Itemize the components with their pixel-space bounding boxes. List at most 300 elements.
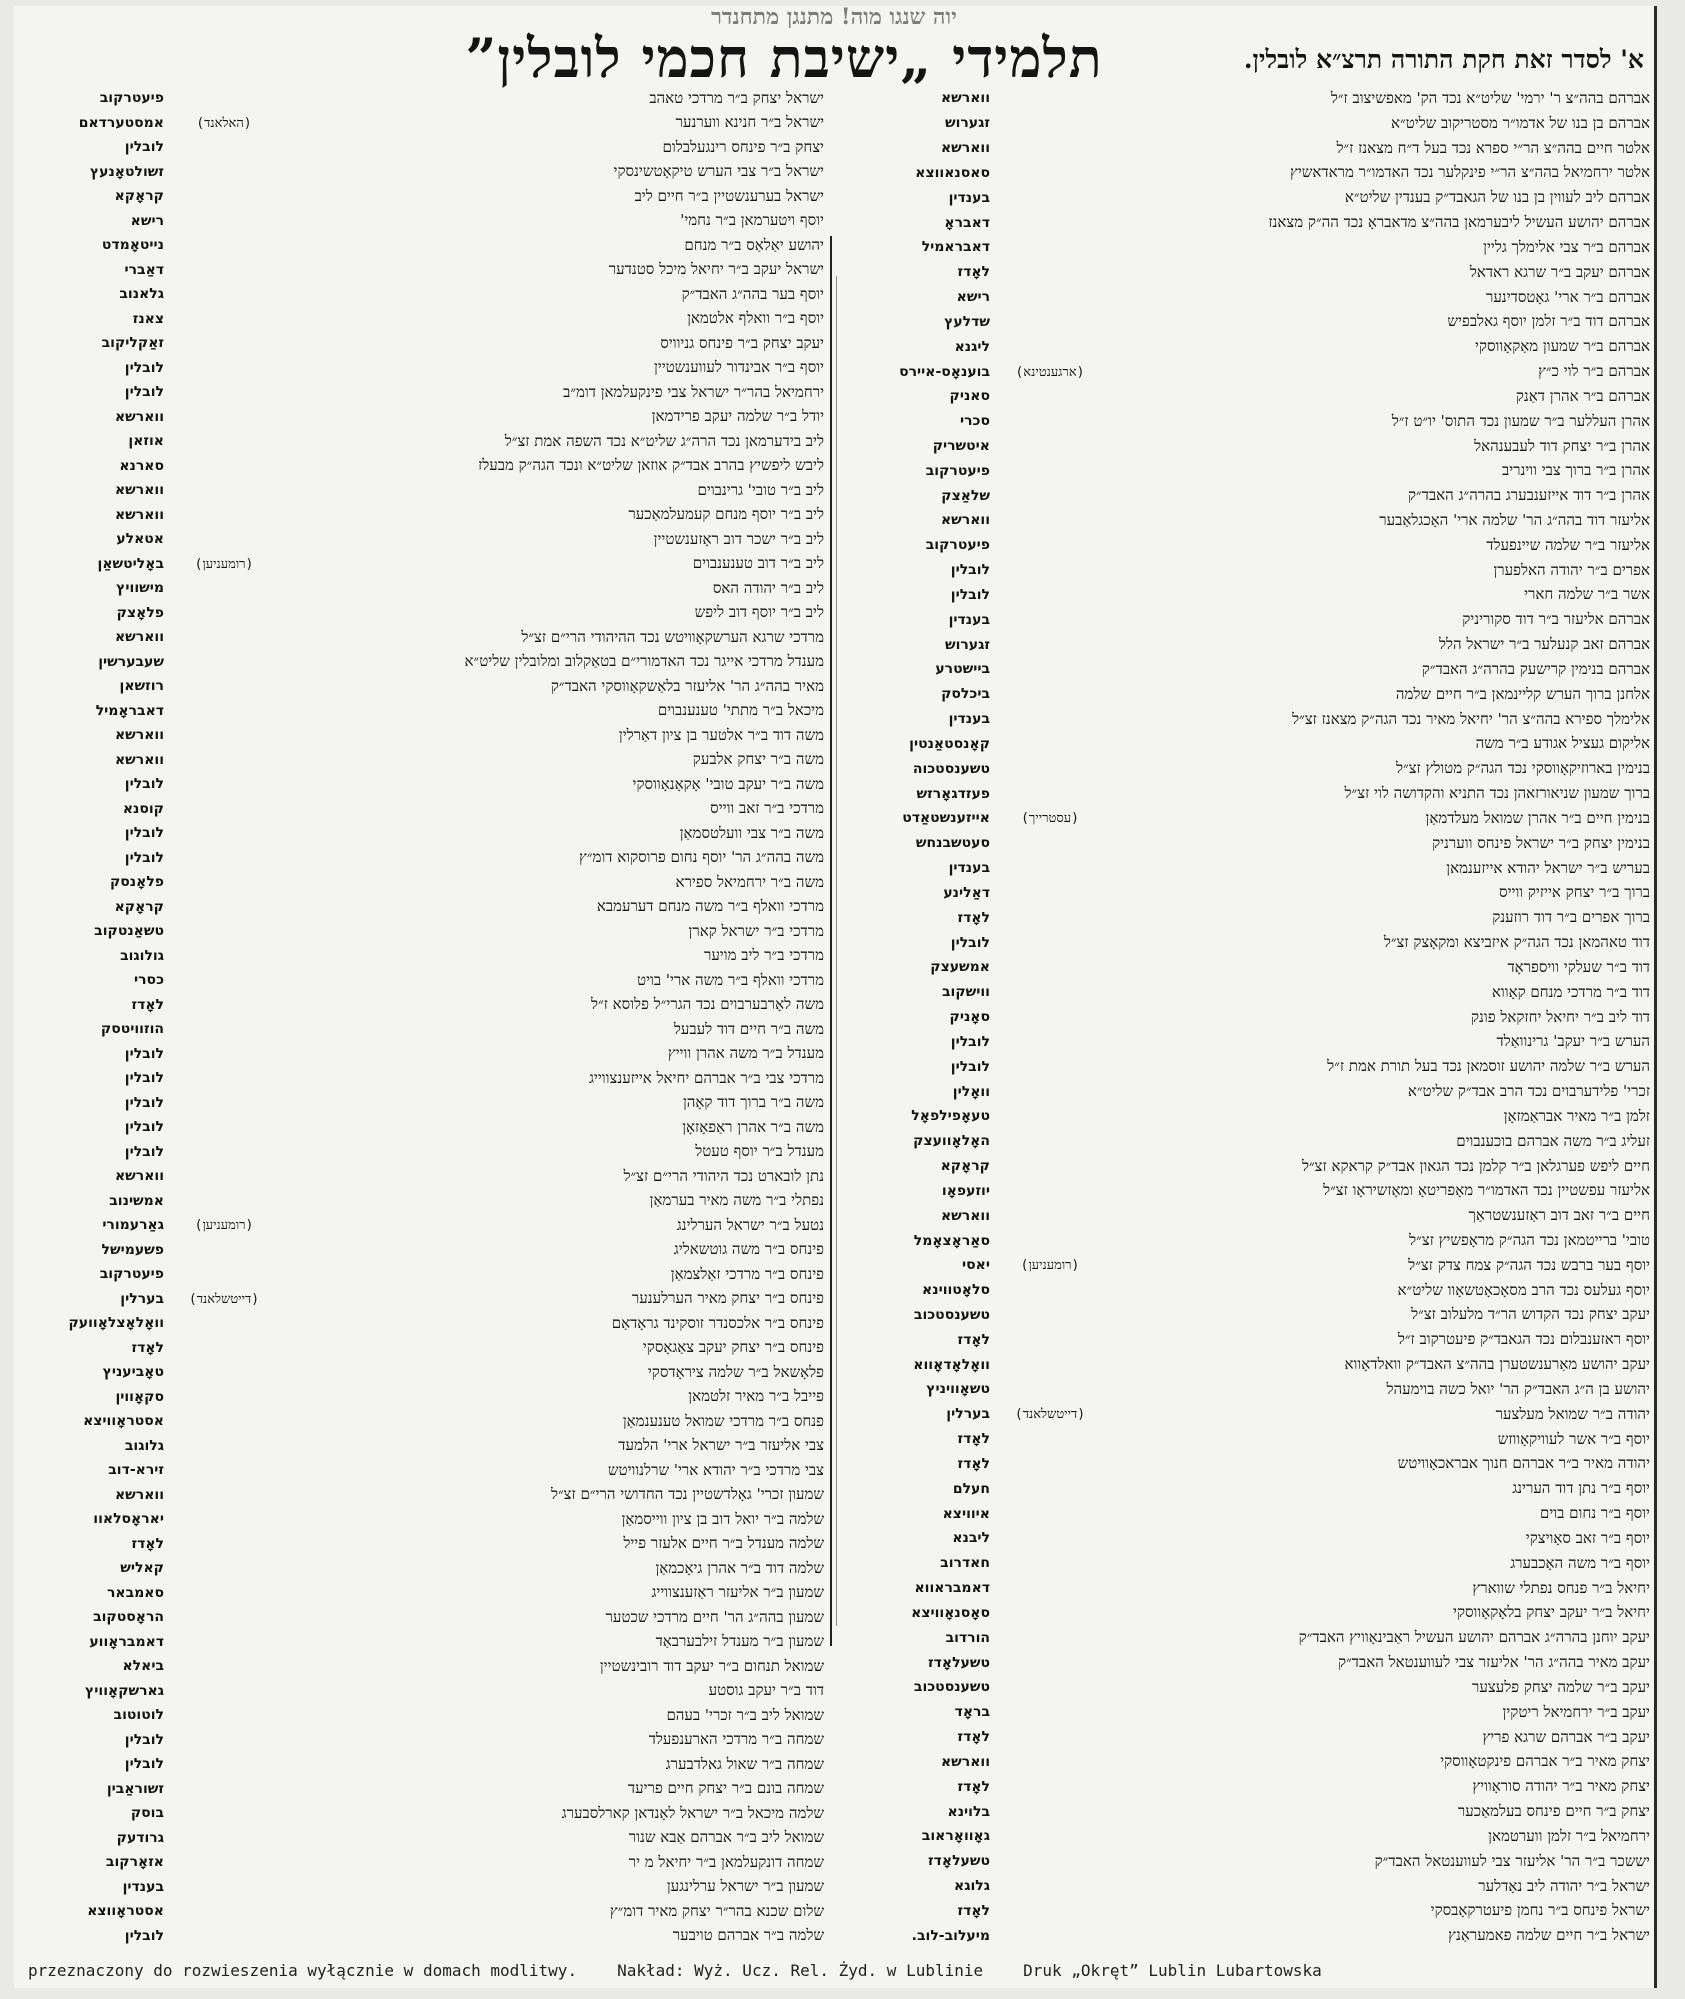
student-town: טשענסטכוב [913,1306,990,1323]
student-row [844,111,1650,136]
student-row [20,895,824,920]
student-town: פלאָנסק [109,874,164,891]
student-name: ישראל ב״ר יהודה ליב נאָדלער [1478,1876,1650,1895]
student-name: דוד ליב ב״ר יחיאל יחזקאל פונק [1471,1007,1650,1026]
student-name: זלמן ב״ר מאיר אבראַמזאָן [1503,1106,1650,1125]
student-row [20,1091,824,1116]
student-name: מרדכי שרגא הערשקאָוויטש נכד ההיהודי הרי״ם זצ״ל [521,627,824,646]
student-row [844,533,1650,558]
student-row [844,359,1650,384]
student-town: חאדרוב [940,1555,990,1572]
student-town: פיעטרקוב [99,1266,164,1283]
student-town: גארשקאָוויץ [85,1682,164,1699]
student-town: ווארשא [940,1753,990,1770]
student-name: ליב בידערמאן נכד הרה״ג שליט״א נכד השפה אמת זצ״ל [504,431,824,450]
student-name: ליב ב״ר דוב טענענבוים [692,554,824,573]
student-row [844,930,1650,955]
student-town: לובלין [124,1143,164,1160]
student-country: (רומעניען) [194,556,254,572]
student-town: שדלעץ [944,313,990,330]
student-row [20,1483,824,1508]
student-town: ווארשא [114,1168,164,1185]
student-name: יעקב יצחק נכד הקדוש הר״ד מלעלוב זצ״ל [1411,1305,1650,1324]
student-row [20,135,824,160]
student-name: הערש ב״ר שלמה יהושע זוסמאן נכד בעל תורת אמת ז״ל [1327,1057,1650,1076]
student-row [844,1228,1650,1253]
student-row [844,1054,1650,1079]
student-row [844,185,1650,210]
student-town: קאָנסטאַנטין [909,735,990,752]
student-name: זעליג ב״ר משה אברהם בוכענבוים [1456,1131,1650,1150]
student-name: מרדכי ב״ר ישראל קארן [688,921,824,940]
student-row [844,86,1650,111]
student-name: אברהם ב״ר אהרן דאַנק [1515,386,1650,405]
student-name: יעקב ב״ר אברהם שרגא פריץ [1482,1727,1650,1746]
student-row [844,1427,1650,1452]
student-town: טשעלאָדז [928,1654,990,1671]
student-row [20,1385,824,1410]
student-row [20,356,824,381]
student-name: שמחה בונם ב״ר יצחק חיים פריעד [627,1779,824,1798]
student-name: יוסף בער ברבש נכד הגה״ק צמח צדק זצ״ל [1408,1255,1650,1274]
student-town: סקאָווין [115,1388,164,1405]
student-town: לובלין [124,1094,164,1111]
student-town: קראָקא [940,1158,990,1175]
student-name: אליקום געציל אגודע ב״ר משה [1475,734,1650,753]
student-town: איוויצא [942,1505,990,1522]
student-town: פשעמישל [101,1241,164,1258]
student-town: וואָלאָצלאָוועק [68,1315,164,1332]
student-name: ליב ב״ר טובי' גרינבוים [697,480,824,499]
student-row [844,756,1650,781]
student-row [844,384,1650,409]
student-name: דוד טאהמאן נכד הגה״ק איזביצא ומקאָצק זצ״ל [1383,933,1650,952]
student-name: בעריש ב״ר ישראל יהודא אייזענמאן [1446,858,1650,877]
student-name: יצחק מאיר ב״ר יהודה סוראָוויץ [1472,1777,1650,1796]
student-town: סאמבאר [107,1584,164,1601]
student-town: זשולטאָנעץ [89,163,164,180]
student-town: סכרי [960,413,990,430]
student-name: יוסף ב״ר זאב סאָויצקי [1525,1528,1650,1547]
student-row [20,307,824,332]
student-town: אמשעצק [930,959,990,976]
student-town: חעלם [952,1480,990,1497]
student-town: הוזוויטסק [100,1021,164,1038]
student-row [844,905,1650,930]
student-row [20,797,824,822]
student-name: אלטר חיים בהה״צ הר״י ספרא נכד בעל ד״ח מצאנז ז״ל [1336,138,1650,157]
student-town: ווארשא [114,506,164,523]
student-town: לובלין [124,1045,164,1062]
student-row [20,1728,824,1753]
student-town: וואָלאָדאָווא [913,1356,990,1373]
student-row [844,210,1650,235]
student-row [20,86,824,111]
student-row [844,1029,1650,1054]
student-row [844,1005,1650,1030]
student-town: באָליטשאַן [97,555,164,572]
student-row [20,601,824,626]
student-country: (האלאנד) [196,115,252,131]
page-title: תלמידי „ישיבת חכמי לובלין” [465,26,1103,90]
student-name: ליבש ליפשיץ בהרב אבד״ק אוזאן שליט״א ונכד הגה״ק מבעלז [478,456,824,475]
student-town: לובלין [950,586,990,603]
student-row [20,1115,824,1140]
student-row [20,527,824,552]
student-name: ליב ב״ר ישכר דוב ראָזענשטיין [653,529,824,548]
student-name: משה ב״ר ברוך דוד קאָהן [682,1093,824,1112]
student-row [20,1213,824,1238]
student-name: שמעון בהה״ג הר' חיים מרדכי שכטער [605,1607,824,1626]
printed-sheet [14,6,1657,1988]
student-name: דוד ב״ר שעלקי וויספראָד [1507,957,1650,976]
student-name: שלמה מיכאל ב״ר ישראל לאָנדאן קארלסבערג [561,1803,824,1822]
student-name: שלמה דוד ב״ר אהרן גיאָכמאַן [655,1558,824,1577]
student-town: לובלין [124,1731,164,1748]
student-name: אברהם ב״ר שמעון מאַקאָווסקי [1475,337,1650,356]
student-row [844,1675,1650,1700]
student-name: ליב ב״ר יהודה האס [712,578,824,597]
student-name: ישראל פינחס ב״ר נחמן פיעטרקאָבסקי [1430,1901,1650,1920]
student-name: יוסף ב״ר נחום בוים [1540,1504,1650,1523]
student-row [844,1601,1650,1626]
student-row [20,405,824,430]
student-row [20,1017,824,1042]
student-name: משה דוד ב״ר אלטער בן ציון דאַרלין [618,725,824,744]
student-row [844,334,1650,359]
student-town: קאליש [120,1560,164,1577]
student-row [844,409,1650,434]
student-name: אברהם בן בנו של אדמו״ר מסטריקוב שליט״א [1390,113,1650,132]
student-name: יחיאל ב״ר פנחס נפתלי שווארץ [1472,1578,1650,1597]
student-town: בענדין [122,1878,164,1895]
student-name: משה ב״ר צבי וועלטסמאַן [679,823,824,842]
student-name: פנחס ב״ר מרדכי שמואל טענענמאַן [622,1411,824,1430]
student-row [20,846,824,871]
student-row [20,1409,824,1434]
student-name: ירחמיאל בהר״ר ישראל צבי פינקעלמאן דומ״ב [563,382,824,401]
student-town: לובלין [124,849,164,866]
student-row [844,136,1650,161]
student-town: פיעטרקוב [925,537,990,554]
student-name: ישראל בערענשטיין ב״ר חיים ליב [634,186,824,205]
student-town: רישא [956,289,990,306]
student-row [20,1899,824,1924]
student-row [20,478,824,503]
student-row [20,944,824,969]
student-town: מישוויץ [116,580,164,597]
student-town: דאבראָמיל [95,702,164,719]
footer-note: przeznaczony do rozwieszenia wyłącznie w domach modlitwy. [28,1960,578,1980]
student-name: יוסף ב״ר אבינדור לעווענשטיין [653,358,824,377]
student-row [20,650,824,675]
student-town: יאראָסלאוו [93,1511,164,1528]
student-town: קוסנא [122,800,164,817]
student-name: נטעל ב״ר ישראל הערלינג [676,1215,824,1234]
student-town: סארנא [119,457,164,474]
student-row [844,856,1650,881]
student-name: שמעון ב״ר מענדל זילבערבאַד [655,1632,824,1651]
student-name: אברהם ב״ר צבי אלימלך גליין [1483,237,1650,256]
student-town: לוטוטוב [113,1707,164,1724]
student-town: בענדין [948,860,990,877]
student-name: משה ב״ר ירחמיאל ספירא [675,872,824,891]
student-name: יעקב מאיר בהה״ג הר' אליעזר צבי לעווענטאל האבד״ק [1338,1653,1650,1672]
student-town: מיעלוב-לוב. [911,1927,990,1944]
student-name: הערש ב״ר יעקב' גרינוואַלד [1496,1032,1650,1051]
student-town: אמסטערדאם [78,114,164,131]
student-row [20,1458,824,1483]
student-name: יעקב יהושע מאַרענשטערן בהה״צ האבד״ק וואלדאָווא [1344,1355,1650,1374]
student-name: אברהם אליעזר ב״ר דוד סקוריניק [1462,610,1650,629]
student-town: פיעטרקוב [99,90,164,107]
student-town: לאָדז [957,1778,990,1795]
student-name: שמואל תנחום ב״ר יעקב דוד רובינשטיין [599,1656,824,1675]
student-name: מאיר בהה״ג הר' אליעזר בלאַשקאָווסקי האבד״ק [550,676,824,695]
student-town: לובלין [124,825,164,842]
student-town: זגערוש [944,636,990,653]
student-town: ווארשא [114,408,164,425]
student-town: סאַראָצאָמל [913,1232,990,1249]
student-name: ליב ב״ר יוסף מנחם קעמעלמאַכער [628,505,824,524]
student-row [20,1924,824,1949]
student-town: טשענסטכוב [913,1679,990,1696]
student-town: אמשינוב [109,1192,164,1209]
student-row [20,1336,824,1361]
student-name: שלמה ב״ר אברהם טויבער [672,1926,824,1945]
student-town: סאָניק [949,1009,990,1026]
student-town: קראָקא [114,188,164,205]
student-name: צבי מרדכי ב״ר יהודא ארי' שרלנוויטש [607,1460,824,1479]
student-row [20,258,824,283]
student-name: מענדל מרדכי אייגר נכד האדמורי״ם בטאַקלוב ומלובלין שליט״א [464,652,824,671]
student-row [20,233,824,258]
student-town: לאָדז [957,264,990,281]
student-name: ירחמיאל ב״ר זלמן ווערטמאן [1488,1826,1650,1845]
student-row [844,1352,1650,1377]
student-name: אברהם יהושע העשיל ליבערמאן בהה״צ מדאבראָ נכד הה״ק מצאנז [1268,213,1650,232]
student-town: אייזענשטאַדט [902,810,990,827]
student-name: יצחק ב״ר חיים פינחס בעלמאַכער [1457,1802,1650,1821]
student-name: יוסף ב״ר משה האָכבערג [1510,1553,1650,1572]
student-row [844,235,1650,260]
student-row [844,1079,1650,1104]
student-name: אהרן ב״ר ברוך צבי ווינריב [1501,461,1650,480]
student-name: שלמה מענדל ב״ר חיים אלעזר פייל [623,1534,824,1553]
student-row [20,380,824,405]
student-row [20,1679,824,1704]
student-name: פינחס ב״ר יצחק יעקב צאַגאָסקי [642,1338,824,1357]
student-town: גרודעק [116,1829,164,1846]
student-row [844,980,1650,1005]
student-town: טשעלאָדז [928,1853,990,1870]
student-row [20,503,824,528]
student-town: סאָסנאָוויצא [911,1604,990,1621]
student-name: אברהם בנימין קרישעק בהרה״ג האבד״ק [1421,659,1650,678]
student-town: ווישקוב [941,984,990,1001]
student-town: טשאַנטקוב [94,923,164,940]
student-row [844,831,1650,856]
student-row [844,285,1650,310]
student-row [20,1262,824,1287]
student-row [20,454,824,479]
student-town: אוזאן [128,433,164,450]
student-name: יעקב ב״ר ירחמיאל ריטקין [1502,1702,1650,1721]
student-name: יוסף ויטערמאן ב״ר נחמי' [680,211,824,230]
student-name: פייבל ב״ר מאיר זלטמאן [688,1387,824,1406]
student-town: ווארשא [114,482,164,499]
student-name: שמעון ב״ר אליעזר ראַזענצווייג [651,1583,824,1602]
student-name: מענדל ב״ר יוסף טעטל [695,1142,824,1161]
student-name: פינחס ב״ר אלכסנדר זוסקינד גראָדאַם [611,1313,824,1332]
student-town: יאסי [962,1257,990,1274]
student-row [844,1774,1650,1799]
date-heading: א' לסדר זאת חקת התורה תרצ״א לובלין. [1243,45,1644,74]
student-town: ליבנא [952,1530,990,1547]
student-row [844,309,1650,334]
student-name: יוסף בער בהה״ג האבד״ק [681,284,824,303]
student-row [844,632,1650,657]
student-row [844,781,1650,806]
student-town: אסטראָוויצא [83,1413,164,1430]
student-row [844,508,1650,533]
student-name: ברוך ב״ר יצחק אייזיק ווייס [1499,883,1650,902]
student-town: אזאָרקוב [105,1854,164,1871]
student-name: פלאָשאל ב״ר שלמה ציראָדסקי [647,1362,824,1381]
student-row [844,160,1650,185]
student-name: חיים ליפש פערגלאן ב״ר קלמן נכד הגאון אבד״ק קראקא זצ״ל [1301,1156,1650,1175]
student-name: אשר ב״ר שלמה חארי [1524,585,1650,604]
student-name: יוסף ראזענבלום נכד הגאבד״ק פיעטרקוב ז״ל [1397,1330,1650,1349]
student-town: בענדין [948,611,990,628]
student-name: מרדכי צבי ב״ר אברהם יחיאל אייזענצווייג [588,1068,824,1087]
student-row [20,552,824,577]
student-row [844,1129,1650,1154]
student-row [844,1104,1650,1129]
student-name: ליב ב״ר יוסף דוב ליפש [694,603,824,622]
student-name: שמחה ב״ר שאול גאלדבערג [665,1754,824,1773]
student-name: שמואל ליב ב״ר אברהם אַבא שנור [628,1828,824,1847]
student-name: שמחה דונקעלמאן ב״ר יחיאל מ יר [628,1852,824,1871]
student-name: משה ב״ר יעקב טובי' אָקאָנאָווסקי [632,774,824,793]
student-name: אליעזר דוד בהה״ג הר' שלמה ארי' האָכגלאַבער [1379,510,1650,529]
student-town: לובלין [124,139,164,156]
student-town: נייטאָמדט [101,237,164,254]
student-row [20,1850,824,1875]
student-row [20,993,824,1018]
student-row [20,968,824,993]
student-row [20,1434,824,1459]
student-name: אברהם דוד ב״ר זלמן יוסף גאלבפיש [1447,312,1650,331]
student-town: סלאָטווינא [922,1282,990,1299]
student-town: לאָדז [957,1729,990,1746]
student-row [844,1700,1650,1725]
student-name: יוסף ב״ר אשר לעוויקאָווזש [1497,1429,1650,1448]
student-row [844,434,1650,459]
student-row [20,160,824,185]
student-row [844,1824,1650,1849]
student-row [844,458,1650,483]
student-town: ביאלא [122,1658,164,1675]
student-name: זכרי' פלידערבוים נכד הרב אבד״ק שליט״א [1407,1082,1650,1101]
student-town: גלאנוב [119,286,164,303]
student-row [844,1898,1650,1923]
student-town: בוסק [130,1805,164,1822]
student-row [20,1826,824,1851]
student-town: סעטשבנחש [915,835,990,852]
student-name: אהרן ב״ר יצחק דוד לעבענהאל [1474,436,1650,455]
student-name: יחיאל ב״ר יעקב יצחק בלאָקאָווסקי [1453,1603,1650,1622]
student-row [844,881,1650,906]
student-row [844,1749,1650,1774]
student-name: נפתלי ב״ר משה מאיר בערמאַן [649,1191,824,1210]
student-name: מיכאל ב״ר מתתי' טענענבוים [657,701,824,720]
student-town: סאניק [949,388,990,405]
student-row [20,1042,824,1067]
student-row [20,1287,824,1312]
student-town: לאָדז [957,1331,990,1348]
student-town: פיעטרקוב [925,462,990,479]
student-name: משה ב״ר אהרן ראַפאָזאָן [682,1117,824,1136]
footer-printer: Druk „Okręt” Lublin Lubartowska [1023,1960,1322,1980]
footer [14,1952,1654,1988]
student-name: יוסף ב״ר נתן דוד הערינג [1512,1479,1650,1498]
student-row [844,707,1650,732]
student-town: דאמבראווא [914,1580,990,1597]
student-row [20,209,824,234]
student-town: טאָביעניץ [102,1364,164,1381]
student-town: בערלין [946,1406,990,1423]
student-row [20,1311,824,1336]
student-name: אהרן העללער ב״ר שמעון נכד התוס' יו״ט ז״ל [1391,411,1650,430]
student-row [844,682,1650,707]
student-row [844,1725,1650,1750]
student-name: אליעזר ב״ר שלמה שיינפעלד [1486,535,1650,554]
student-row [20,699,824,724]
student-name: אלטר ירחמיאל בהה״צ הר״י פינקלער נכד האדמו״ר מראדאשיץ [1290,163,1650,182]
student-row [844,1923,1650,1948]
student-name: פינחס ב״ר משה גוטשאליג [673,1240,824,1259]
student-name: בנימין בארוזיקאָווסקי נכד הגה״ק מטולץ זצ״ל [1395,759,1650,778]
student-row [20,1140,824,1165]
student-town: לובלין [124,359,164,376]
student-row [20,1507,824,1532]
student-country: (דייטשלאנד) [188,1291,260,1307]
student-name: ישראל ב״ר חנינא ווערנער [675,113,824,132]
student-name: יוסף ב״ר וואלף אלטמאן [687,309,824,328]
student-name: משה לאָרבערבוים נכד הגרי״ל פלוסא ז״ל [591,995,824,1014]
student-name: יהושע בן ה״ג האבד״ק הר' יואל כשה בוימעהל [1386,1379,1650,1398]
student-name: אלימלך ספירא בהה״צ הר' יחיאל מאיר נכד הגה״ק מצאנז זצ״ל [1292,709,1650,728]
student-row [844,1402,1650,1427]
student-name: יעקב יצחק ב״ר פינחס גניוויס [660,333,824,352]
student-row [844,583,1650,608]
student-name: ברוך אפרים ב״ר דוד רוזענק [1492,908,1650,927]
student-row [20,772,824,797]
student-row [20,331,824,356]
student-row [844,1625,1650,1650]
student-town: לובלין [950,562,990,579]
student-town: האָלאָוועצק [913,1133,990,1150]
student-town: ליגנא [954,338,990,355]
student-town: טשענסטכוה [912,760,990,777]
student-name: חיים ב״ר זאב דוב ראַזענשטראַך [1468,1206,1650,1225]
student-row [844,1253,1650,1278]
student-name: משה בהה״ג הר' יוסף נחום פרוסקוא דומ״ץ [579,848,824,867]
student-row [20,919,824,944]
student-row [844,657,1650,682]
student-name: נתן לובארט נכד היהודי הרי״ם זצ״ל [623,1166,824,1185]
